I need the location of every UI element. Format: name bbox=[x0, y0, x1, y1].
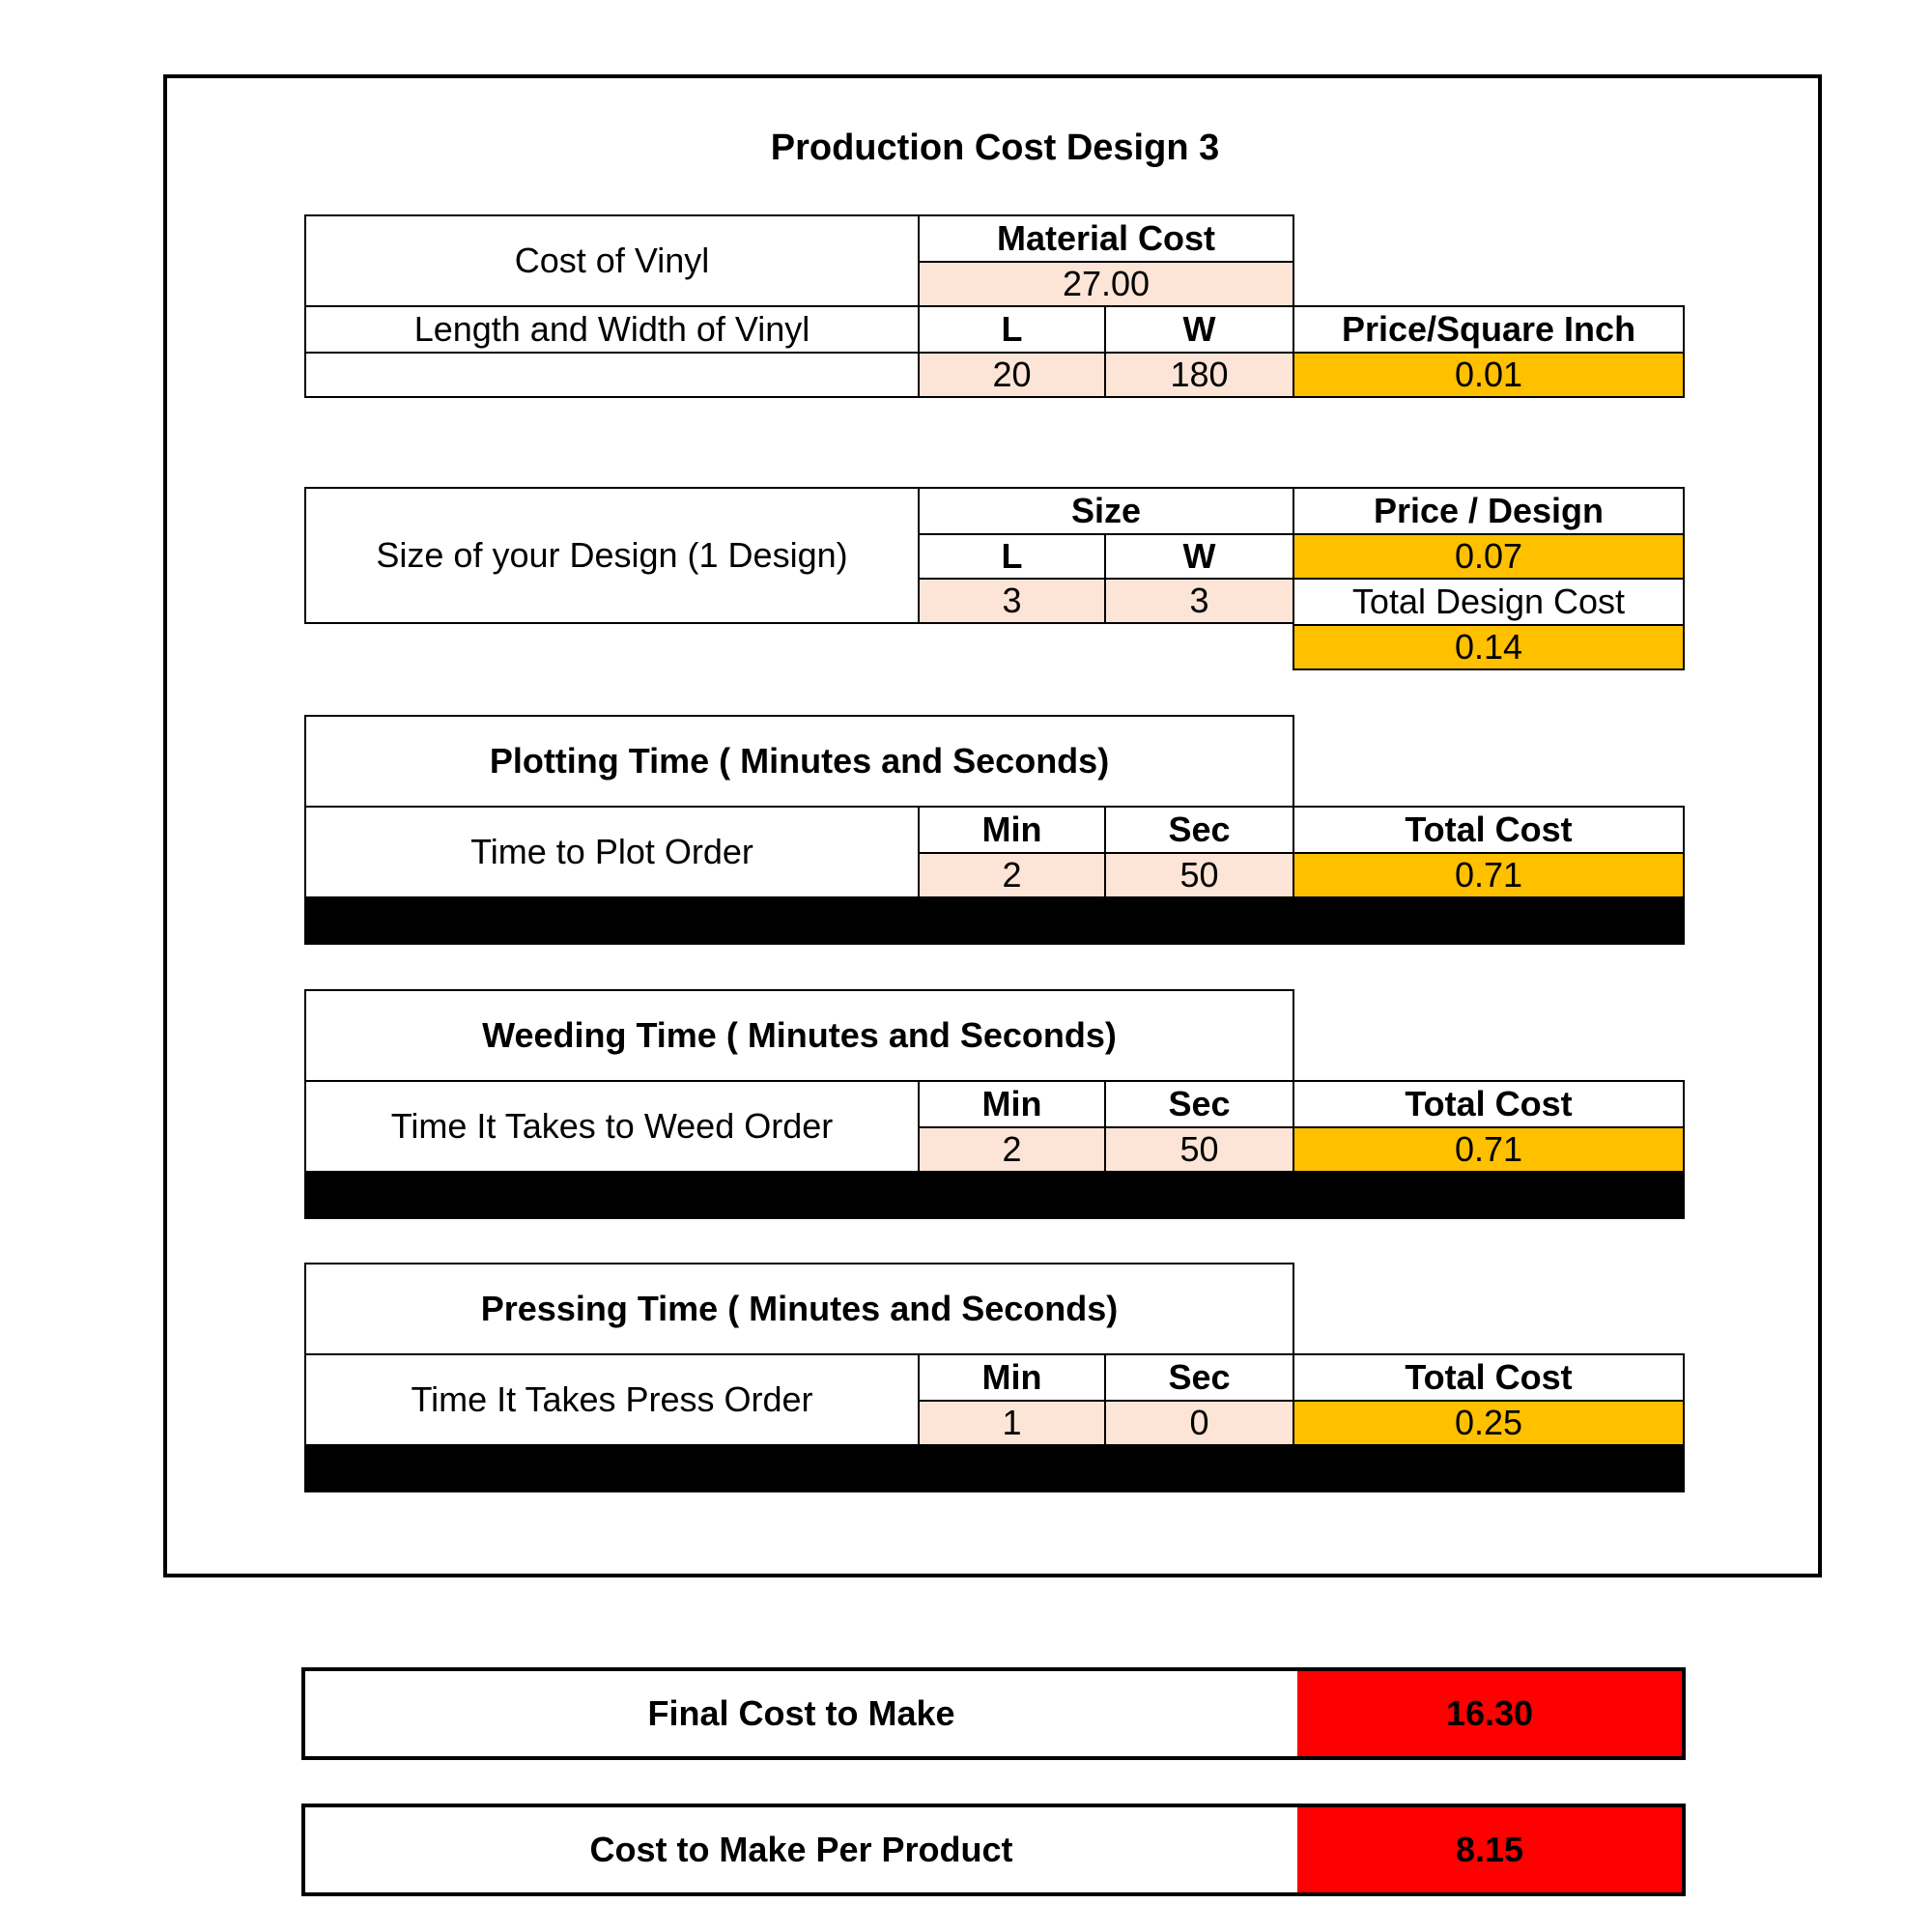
price-per-square-inch-header: Price/Square Inch bbox=[1293, 305, 1685, 354]
design-size-header: Size bbox=[918, 487, 1294, 535]
design-width-header: W bbox=[1104, 533, 1294, 580]
time-to-weed-label: Time It Takes to Weed Order bbox=[304, 1080, 920, 1173]
plotting-time-header: Plotting Time ( Minutes and Seconds) bbox=[304, 715, 1294, 808]
plotting-total-cost-value: 0.71 bbox=[1293, 852, 1685, 898]
pressing-sec-header: Sec bbox=[1104, 1353, 1294, 1402]
final-cost-label: Final Cost to Make bbox=[305, 1671, 1299, 1756]
weeding-sec-header: Sec bbox=[1104, 1080, 1294, 1128]
length-width-vinyl-label: Length and Width of Vinyl bbox=[304, 305, 920, 354]
total-design-cost-value: 0.14 bbox=[1293, 624, 1685, 670]
plotting-divider-bar bbox=[304, 896, 1685, 945]
plotting-sec-input[interactable]: 50 bbox=[1104, 852, 1294, 898]
weeding-total-cost-header: Total Cost bbox=[1293, 1080, 1685, 1128]
final-cost-box bbox=[301, 1667, 1686, 1760]
empty-cell bbox=[304, 352, 920, 398]
pressing-min-input[interactable]: 1 bbox=[918, 1400, 1106, 1446]
pressing-divider-bar bbox=[304, 1444, 1685, 1492]
vinyl-length-input[interactable]: 20 bbox=[918, 352, 1106, 398]
vinyl-length-header: L bbox=[918, 305, 1106, 354]
pressing-time-header: Pressing Time ( Minutes and Seconds) bbox=[304, 1263, 1294, 1355]
vinyl-width-header: W bbox=[1104, 305, 1294, 354]
material-cost-header: Material Cost bbox=[918, 214, 1294, 263]
cost-of-vinyl-label: Cost of Vinyl bbox=[304, 214, 920, 307]
time-to-plot-label: Time to Plot Order bbox=[304, 806, 920, 898]
weeding-min-header: Min bbox=[918, 1080, 1106, 1128]
pressing-total-cost-value: 0.25 bbox=[1293, 1400, 1685, 1446]
design-length-header: L bbox=[918, 533, 1106, 580]
time-to-press-label: Time It Takes Press Order bbox=[304, 1353, 920, 1446]
weeding-divider-bar bbox=[304, 1171, 1685, 1219]
per-product-cost-value: 8.15 bbox=[1297, 1807, 1682, 1892]
pressing-total-cost-header: Total Cost bbox=[1293, 1353, 1685, 1402]
per-product-cost-box bbox=[301, 1804, 1686, 1896]
price-per-square-inch-value: 0.01 bbox=[1293, 352, 1685, 398]
vinyl-cost-input[interactable]: 27.00 bbox=[918, 261, 1294, 307]
plotting-total-cost-header: Total Cost bbox=[1293, 806, 1685, 854]
price-per-design-value: 0.07 bbox=[1293, 533, 1685, 580]
vinyl-width-input[interactable]: 180 bbox=[1104, 352, 1294, 398]
weeding-min-input[interactable]: 2 bbox=[918, 1126, 1106, 1173]
weeding-time-header: Weeding Time ( Minutes and Seconds) bbox=[304, 989, 1294, 1082]
pressing-min-header: Min bbox=[918, 1353, 1106, 1402]
plotting-sec-header: Sec bbox=[1104, 806, 1294, 854]
final-cost-value: 16.30 bbox=[1297, 1671, 1682, 1756]
weeding-sec-input[interactable]: 50 bbox=[1104, 1126, 1294, 1173]
design-width-input[interactable]: 3 bbox=[1104, 578, 1294, 624]
price-per-design-header: Price / Design bbox=[1293, 487, 1685, 535]
plotting-min-input[interactable]: 2 bbox=[918, 852, 1106, 898]
page-title: Production Cost Design 3 bbox=[770, 128, 1220, 168]
design-size-label: Size of your Design (1 Design) bbox=[304, 487, 920, 624]
per-product-cost-label: Cost to Make Per Product bbox=[305, 1807, 1299, 1892]
design-length-input[interactable]: 3 bbox=[918, 578, 1106, 624]
pressing-sec-input[interactable]: 0 bbox=[1104, 1400, 1294, 1446]
weeding-total-cost-value: 0.71 bbox=[1293, 1126, 1685, 1173]
total-design-cost-label: Total Design Cost bbox=[1293, 578, 1685, 626]
plotting-min-header: Min bbox=[918, 806, 1106, 854]
